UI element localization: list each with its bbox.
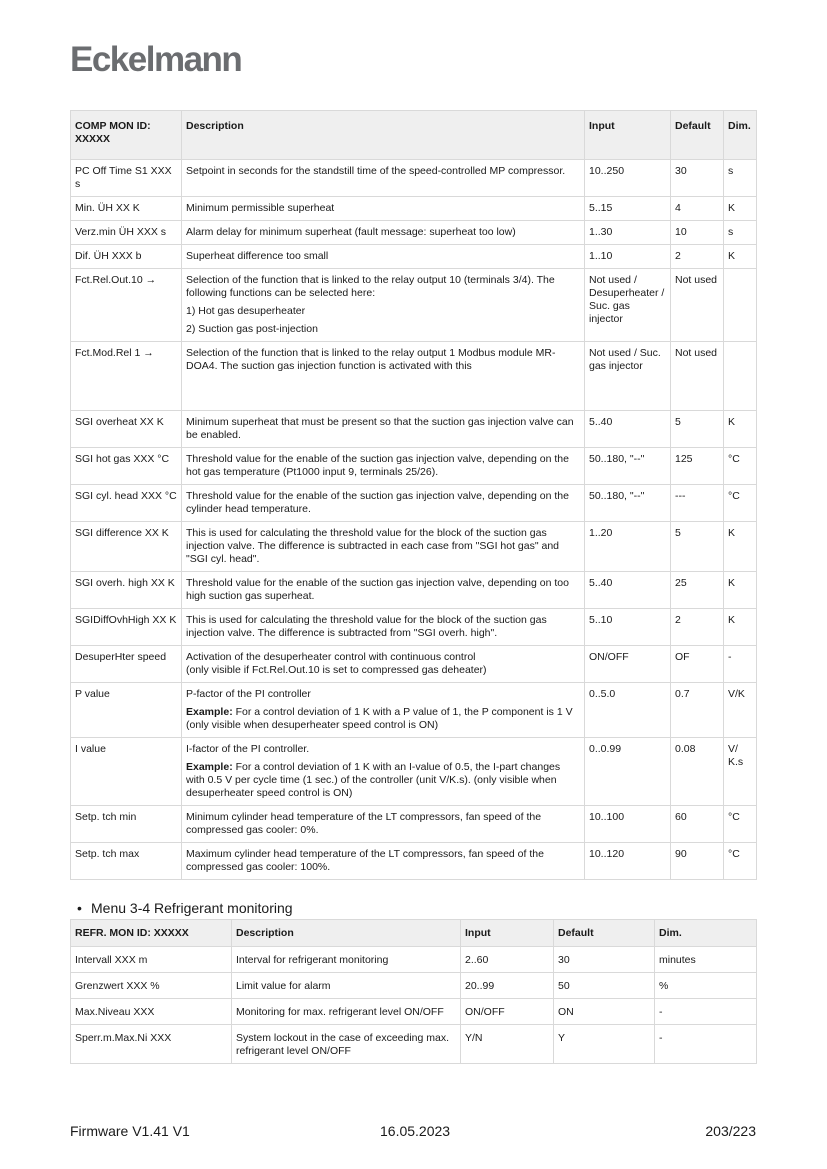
table-row <box>71 448 757 485</box>
description-text: Selection of the function that is linked to the relay output 10 (terminals 3/4). The following functions can be selected here: <box>186 274 555 299</box>
param-name-cell: DesuperHter speed <box>71 646 182 683</box>
table-row <box>71 221 757 245</box>
input-cell: 10..120 <box>585 843 671 880</box>
input-cell: ON/OFF <box>461 999 554 1025</box>
dim-cell: K <box>724 609 757 646</box>
input-cell: 1..20 <box>585 522 671 572</box>
input-cell: 5..40 <box>585 572 671 609</box>
refr-mon-table <box>70 919 757 1064</box>
table-row <box>71 947 757 973</box>
description-cell <box>182 572 585 609</box>
table-row <box>71 269 757 342</box>
input-cell: 5..10 <box>585 609 671 646</box>
table-row <box>71 646 757 683</box>
table-row <box>71 160 757 197</box>
input-cell: 0..0.99 <box>585 738 671 806</box>
description-cell <box>182 485 585 522</box>
input-cell: 10..250 <box>585 160 671 197</box>
default-cell: 5 <box>671 411 724 448</box>
description-text: Minimum superheat that must be present so that the suction gas injection valve can be enabled. <box>186 416 574 441</box>
input-cell: 0..5.0 <box>585 683 671 738</box>
description-cell <box>182 448 585 485</box>
description-cell <box>182 522 585 572</box>
description-cell <box>182 738 585 806</box>
table-row <box>71 485 757 522</box>
col-header-input: Input <box>461 920 554 947</box>
description-cell: System lockout in the case of exceeding max. refrigerant level ON/OFF <box>232 1025 461 1064</box>
param-name-cell: Max.Niveau XXX <box>71 999 232 1025</box>
default-cell: 2 <box>671 245 724 269</box>
default-cell: 50 <box>554 973 655 999</box>
default-cell: 5 <box>671 522 724 572</box>
description-cell <box>182 683 585 738</box>
description-text: This is used for calculating the threshold value for the block of the suction gas injection valve. The difference is subtracted in each case from "SGI hot gas" and "SGI cyl. head". <box>186 527 560 565</box>
input-cell: Y/N <box>461 1025 554 1064</box>
input-cell: 20..99 <box>461 973 554 999</box>
bullet: • <box>77 900 82 916</box>
section-title: Menu 3-4 Refrigerant monitoring <box>91 900 293 916</box>
description-text: This is used for calculating the threshold value for the block of the suction gas injection valve. The difference is subtracted from "SGI overh. high". <box>186 614 547 639</box>
description-cell: Limit value for alarm <box>232 973 461 999</box>
comp-mon-table <box>70 110 757 880</box>
param-name-cell: P value <box>71 683 182 738</box>
description-cell <box>182 221 585 245</box>
dim-cell: K <box>724 411 757 448</box>
description-text: Superheat difference too small <box>186 250 329 262</box>
dim-cell: minutes <box>655 947 757 973</box>
col-header-description: Description <box>182 111 585 160</box>
col-header-id: COMP MON ID: XXXXX <box>71 111 182 160</box>
table-row <box>71 999 757 1025</box>
col-header-dim: Dim. <box>655 920 757 947</box>
default-cell: 25 <box>671 572 724 609</box>
example-text <box>186 761 580 800</box>
default-cell: 2 <box>671 609 724 646</box>
description-cell <box>182 245 585 269</box>
default-cell: 125 <box>671 448 724 485</box>
param-name-cell: Dif. ÜH XXX b <box>71 245 182 269</box>
param-name-cell: Verz.min ÜH XXX s <box>71 221 182 245</box>
description-text: P-factor of the PI controller <box>186 688 311 700</box>
table-row <box>71 683 757 738</box>
input-cell: 2..60 <box>461 947 554 973</box>
default-cell: Y <box>554 1025 655 1064</box>
table-row <box>71 973 757 999</box>
dim-cell: K <box>724 522 757 572</box>
description-cell <box>182 609 585 646</box>
dim-cell: s <box>724 221 757 245</box>
param-name-cell: Grenzwert XXX % <box>71 973 232 999</box>
footer-page-number: 203/223 <box>705 1123 756 1139</box>
example-label: Example: <box>186 706 233 718</box>
table-row <box>71 843 757 880</box>
table-row <box>71 806 757 843</box>
col-header-default: Default <box>554 920 655 947</box>
dim-cell <box>724 342 757 411</box>
param-name-cell: Min. ÜH XX K <box>71 197 182 221</box>
default-cell: ON <box>554 999 655 1025</box>
default-cell: OF <box>671 646 724 683</box>
footer-date: 16.05.2023 <box>380 1123 451 1139</box>
param-name-cell: Sperr.m.Max.Ni XXX <box>71 1025 232 1064</box>
col-header-dim: Dim. <box>724 111 757 160</box>
input-cell: ON/OFF <box>585 646 671 683</box>
default-cell: 0.08 <box>671 738 724 806</box>
section-heading <box>77 900 293 916</box>
description-text: I-factor of the PI controller. <box>186 743 310 755</box>
description-text: Setpoint in seconds for the standstill time of the speed-controlled MP compressor. <box>186 165 566 177</box>
param-name-cell: PC Off Time S1 XXX s <box>71 160 182 197</box>
col-header-id: REFR. MON ID: XXXXX <box>71 920 232 947</box>
param-name-cell: Fct.Rel.Out.10 → <box>71 269 182 342</box>
dim-cell: V/ K.s <box>724 738 757 806</box>
description-cell <box>182 342 585 411</box>
default-cell: Not used <box>671 269 724 342</box>
description-cell <box>182 646 585 683</box>
example-body: For a control deviation of 1 K with a P value of 1, the P component is 1 V (only visible when desuperheater speed control is ON) <box>186 706 573 731</box>
param-name-cell: SGI cyl. head XXX °C <box>71 485 182 522</box>
input-cell: 5..15 <box>585 197 671 221</box>
description-cell <box>182 411 585 448</box>
description-text: Minimum permissible superheat <box>186 202 335 214</box>
dim-cell: s <box>724 160 757 197</box>
input-cell: Not used / Desuperheater / Suc. gas injector <box>585 269 671 342</box>
input-cell: 5..40 <box>585 411 671 448</box>
default-cell: 60 <box>671 806 724 843</box>
param-name-cell: SGI overheat XX K <box>71 411 182 448</box>
table-row <box>71 738 757 806</box>
default-cell: 4 <box>671 197 724 221</box>
default-cell: --- <box>671 485 724 522</box>
col-header-input: Input <box>585 111 671 160</box>
description-cell <box>182 269 585 342</box>
dim-cell: - <box>655 1025 757 1064</box>
example-body: For a control deviation of 1 K with an I-value of 0.5, the I-part changes with 0.5 V per cycle time (1 sec.) of the controller (unit V/K.s). (only visible when desuperheater speed control is ON) <box>186 761 561 799</box>
description-cell <box>182 843 585 880</box>
input-cell: 1..10 <box>585 245 671 269</box>
param-name-cell: Setp. tch max <box>71 843 182 880</box>
input-cell: Not used / Suc. gas injector <box>585 342 671 411</box>
dim-cell: °C <box>724 485 757 522</box>
default-cell: 30 <box>671 160 724 197</box>
dim-cell: °C <box>724 448 757 485</box>
table-row <box>71 245 757 269</box>
description-text: Minimum cylinder head temperature of the LT compressors, fan speed of the compressed gas cooler: 0%. <box>186 811 542 836</box>
default-cell: 0.7 <box>671 683 724 738</box>
param-name-cell: Fct.Mod.Rel 1 → <box>71 342 182 411</box>
dim-cell: °C <box>724 843 757 880</box>
dim-cell <box>724 269 757 342</box>
table-row <box>71 522 757 572</box>
default-cell: 10 <box>671 221 724 245</box>
dim-cell: - <box>655 999 757 1025</box>
dim-cell: K <box>724 245 757 269</box>
description-cell <box>182 806 585 843</box>
table-row <box>71 197 757 221</box>
input-cell: 50..180, "--" <box>585 485 671 522</box>
description-cell <box>182 160 585 197</box>
param-name-cell: SGI overh. high XX K <box>71 572 182 609</box>
table-row <box>71 342 757 411</box>
table-header-row <box>71 111 757 160</box>
description-text: 2) Suction gas post-injection <box>186 323 318 335</box>
dim-cell: K <box>724 197 757 221</box>
default-cell: 30 <box>554 947 655 973</box>
col-header-description: Description <box>232 920 461 947</box>
default-cell: 90 <box>671 843 724 880</box>
dim-cell: V/K <box>724 683 757 738</box>
table-row <box>71 572 757 609</box>
description-cell <box>182 197 585 221</box>
table-row <box>71 609 757 646</box>
eckelmann-logo: Eckelmann <box>70 40 242 79</box>
example-text <box>186 706 580 732</box>
description-cell: Interval for refrigerant monitoring <box>232 947 461 973</box>
param-name-cell: Intervall XXX m <box>71 947 232 973</box>
table-row <box>71 411 757 448</box>
param-name-cell: SGI difference XX K <box>71 522 182 572</box>
example-label: Example: <box>186 761 233 773</box>
description-cell: Monitoring for max. refrigerant level ON/OFF <box>232 999 461 1025</box>
dim-cell: °C <box>724 806 757 843</box>
description-text: Alarm delay for minimum superheat (fault message: superheat too low) <box>186 226 516 238</box>
dim-cell: % <box>655 973 757 999</box>
col-header-default: Default <box>671 111 724 160</box>
dim-cell: - <box>724 646 757 683</box>
description-text: Threshold value for the enable of the suction gas injection valve, depending on too high suction gas superheat. <box>186 577 569 602</box>
table-row <box>71 1025 757 1064</box>
description-text: 1) Hot gas desuperheater <box>186 305 306 317</box>
description-text: Selection of the function that is linked to the relay output 1 Modbus module MR-DOA4. The suction gas injection function is activated with this <box>186 347 556 372</box>
description-text: Threshold value for the enable of the suction gas injection valve, depending on the cylinder head temperature. <box>186 490 569 515</box>
description-text: Maximum cylinder head temperature of the LT compressors, fan speed of the compressed gas cooler: 100%. <box>186 848 544 873</box>
input-cell: 50..180, "--" <box>585 448 671 485</box>
input-cell: 1..30 <box>585 221 671 245</box>
dim-cell: K <box>724 572 757 609</box>
description-text: Activation of the desuperheater control with continuous control (only visible if Fct.Rel.Out.10 is set to compressed gas deheater) <box>186 651 487 676</box>
param-name-cell: Setp. tch min <box>71 806 182 843</box>
param-name-cell: SGIDiffOvhHigh XX K <box>71 609 182 646</box>
footer-firmware: Firmware V1.41 V1 <box>70 1123 190 1139</box>
param-name-cell: SGI hot gas XXX °C <box>71 448 182 485</box>
table-header-row <box>71 920 757 947</box>
param-name-cell: I value <box>71 738 182 806</box>
description-text: Threshold value for the enable of the suction gas injection valve, depending on the hot gas temperature (Pt1000 input 9, terminals 25/26). <box>186 453 569 478</box>
input-cell: 10..100 <box>585 806 671 843</box>
default-cell: Not used <box>671 342 724 411</box>
